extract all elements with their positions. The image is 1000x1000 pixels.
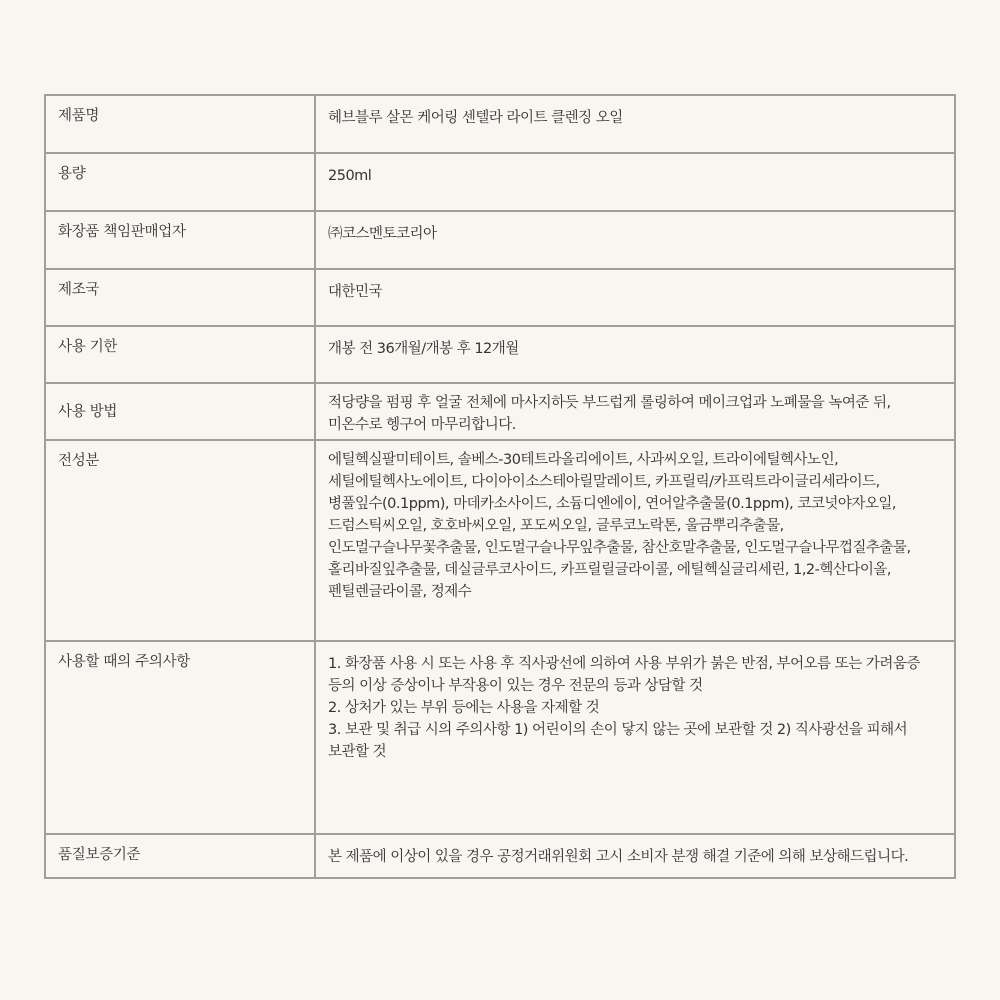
- row-value: [315, 153, 955, 211]
- table-row-country-of-manufacture: [45, 269, 955, 326]
- row-value: [315, 440, 955, 641]
- table-row-responsible-seller: [45, 211, 955, 269]
- row-value: [315, 834, 955, 878]
- table-row-product-name: [45, 95, 955, 153]
- table-row-quality-guarantee: [45, 834, 955, 878]
- value-line: 인도멀구슬나무꽃추출물, 인도멀구슬나무잎추출물, 참산호말추출물, 인도멀구슬나무껍질추출물,: [328, 540, 911, 556]
- value-line: 미온수로 헹구어 마무리합니다.: [328, 417, 516, 433]
- row-label: 용량: [45, 153, 315, 211]
- row-value: [315, 269, 955, 326]
- table-row-volume: [45, 153, 955, 211]
- value-line: 1. 화장품 사용 시 또는 사용 후 직사광선에 의하여 사용 부위가 붉은 반점, 부어오름 또는 가려움증: [328, 656, 920, 672]
- row-label: 사용 기한: [45, 326, 315, 383]
- value-line: 보관할 것: [328, 744, 387, 760]
- row-label: 사용 방법: [45, 383, 315, 440]
- row-value: [315, 326, 955, 383]
- row-label: 화장품 책임판매업자: [45, 211, 315, 269]
- table-row-ingredients: [45, 440, 955, 641]
- value-line: ㈜코스멘토코리아: [328, 226, 437, 242]
- value-line: 대한민국: [328, 284, 383, 300]
- value-line: 250ml: [328, 168, 372, 184]
- value-line: 2. 상처가 있는 부위 등에는 사용을 자제할 것: [328, 700, 600, 716]
- table-row-usage: [45, 383, 955, 440]
- row-value: [315, 641, 955, 834]
- table-row-expiration: [45, 326, 955, 383]
- value-line: 세틸에틸헥사노에이트, 다이아이소스테아릴말레이트, 카프릴릭/카프릭트라이글리세라이드,: [328, 474, 880, 490]
- row-value: [315, 95, 955, 153]
- row-label: 제품명: [45, 95, 315, 153]
- product-info-table: [44, 94, 956, 879]
- table-row-precautions: [45, 641, 955, 834]
- value-line: 적당량을 펌핑 후 얼굴 전체에 마사지하듯 부드럽게 롤링하여 메이크업과 노폐물을 녹여준 뒤,: [328, 395, 891, 411]
- row-value: [315, 211, 955, 269]
- row-value: [315, 383, 955, 440]
- value-line: 개봉 전 36개월/개봉 후 12개월: [328, 341, 519, 357]
- row-label: 사용할 때의 주의사항: [45, 641, 315, 834]
- value-line: 헤브블루 살몬 케어링 센텔라 라이트 클렌징 오일: [328, 110, 623, 126]
- value-line: 에틸헥실팔미테이트, 솔베스-30테트라올리에이트, 사과씨오일, 트라이에틸헥사노인,: [328, 452, 839, 468]
- value-line: 병풀잎수(0.1ppm), 마데카소사이드, 소듐디엔에이, 연어알추출물(0.1ppm), 코코넛야자오일,: [328, 496, 897, 512]
- value-line: 본 제품에 이상이 있을 경우 공정거래위원회 고시 소비자 분쟁 해결 기준에 의해 보상해드립니다.: [328, 849, 909, 865]
- row-label: 전성분: [45, 440, 315, 641]
- row-label: 제조국: [45, 269, 315, 326]
- value-line: 펜틸렌글라이콜, 정제수: [328, 584, 472, 600]
- value-line: 드럼스틱씨오일, 호호바씨오일, 포도씨오일, 글루코노락톤, 울금뿌리추출물,: [328, 518, 784, 534]
- row-label: 품질보증기준: [45, 834, 315, 878]
- value-line: 3. 보관 및 취급 시의 주의사항 1) 어린이의 손이 닿지 않는 곳에 보관할 것 2) 직사광선을 피해서: [328, 722, 908, 738]
- value-line: 홀리바질잎추출물, 데실글루코사이드, 카프릴릴글라이콜, 에틸헥실글리세린, 1,2-헥산다이올,: [328, 562, 892, 578]
- value-line: 등의 이상 증상이나 부작용이 있는 경우 전문의 등과 상담할 것: [328, 678, 703, 694]
